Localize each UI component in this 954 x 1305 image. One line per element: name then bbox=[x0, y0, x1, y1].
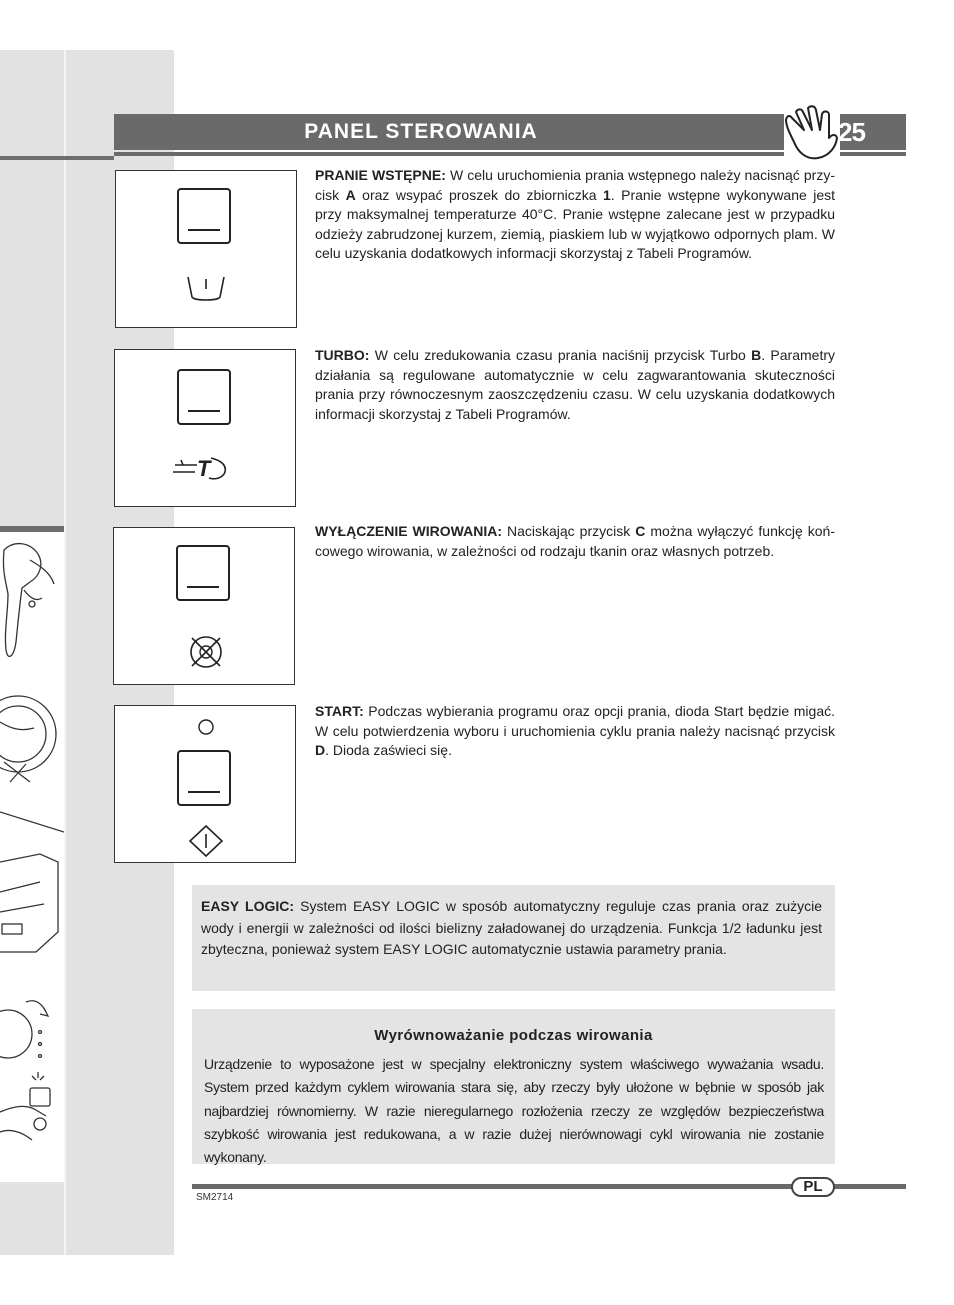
no-spin-description: WYŁĄCZENIE WIROWANIA: Naciskając przycisk C można wyłączyć funkcję koń-cowego wirowania, w zależności od rodzaju tkanin oraz własnych potrzeb. bbox=[315, 523, 835, 559]
balance-title: Wyrównoważanie podczas wirowania bbox=[374, 1027, 653, 1044]
start-description: START: Podczas wybierania programu oraz opcji prania, dioda Start będzie migać. W celu potwierdzenia wyboru i uruchomienia cyklu prania należy nacisnąć przycisk D. Dioda zaświeci się. bbox=[315, 703, 835, 759]
no-spin-icon bbox=[186, 632, 226, 672]
svg-text:T: T bbox=[197, 456, 211, 481]
prewash-icon bbox=[184, 271, 228, 305]
start-button-panel bbox=[114, 705, 296, 863]
no-spin-button[interactable] bbox=[176, 545, 230, 601]
start-diamond-icon bbox=[187, 824, 225, 858]
language-badge: PL bbox=[791, 1177, 835, 1197]
hand-icon bbox=[784, 104, 840, 160]
prewash-button-panel bbox=[115, 170, 297, 328]
easy-logic-text: EASY LOGIC: System EASY LOGIC w sposób automatyczny reguluje czas prania oraz zużycie wody i energii w zależności od ilości bielizny załadowanej do urządzenia. Funkcja 1/2 ładunku jest zbyteczna, ponieważ system EASY LOGIC automatycznie ustawia parametry prania. bbox=[201, 898, 822, 957]
prewash-button[interactable] bbox=[177, 188, 231, 244]
turbo-button[interactable] bbox=[177, 369, 231, 425]
start-button[interactable] bbox=[177, 750, 231, 806]
turbo-description: TURBO: W celu zredukowania czasu prania naciśnij przycisk Turbo B. Parametry działania są regulowane automatycznie w celu zagwarantowania skuteczności prania przy równoczesnym zaoszczędzeniu czasu. W celu uzyskania dodatkowych informacji skorzystaj z Tabeli Programów. bbox=[315, 347, 835, 422]
balance-text: Urządzenie to wyposażone jest w specjalny elektroniczny system właściwego wyważania wsadu. System przed każdym cyklem wirowania stara się, aby rzeczy były ułożone w bębnie w sposób jak najbardziej równomierny. W razie nieregularnego rozłożenia rzeczy ze względów bezpieczeństwa szybkość wirowania jest redukowana, a w razie dużej nierównowagi cykl wirowania nie zostanie wykonany. bbox=[204, 1056, 824, 1166]
left-strip-divider bbox=[64, 50, 66, 1255]
no-spin-button-panel bbox=[113, 527, 295, 685]
left-rule-top bbox=[0, 156, 114, 160]
start-led-icon bbox=[197, 718, 215, 736]
washing-machine-illustrations bbox=[0, 532, 64, 1182]
turbo-icon bbox=[169, 452, 233, 486]
page-number: 25 bbox=[838, 117, 865, 147]
turbo-button-panel bbox=[114, 349, 296, 507]
document-code: SM2714 bbox=[196, 1192, 234, 1203]
page-title: PANEL STEROWANIA bbox=[304, 120, 538, 143]
prewash-description: PRANIE WSTĘPNE: W celu uruchomienia prania wstępnego należy nacisnąć przy-cisk A oraz wsypać proszek do zbiorniczka 1. Pranie wstępne wykonywane jest przy maksymalnej temperaturze 40°C. Pranie wstępne zalecane jest w przypadku odzieży zabrudzonej kurzem, ziemią, piaskiem lub w wyjątkowo odpornych plam. W celu uzyskania dodatkowych informacji skorzystaj z Tabeli Programów. bbox=[315, 167, 836, 262]
